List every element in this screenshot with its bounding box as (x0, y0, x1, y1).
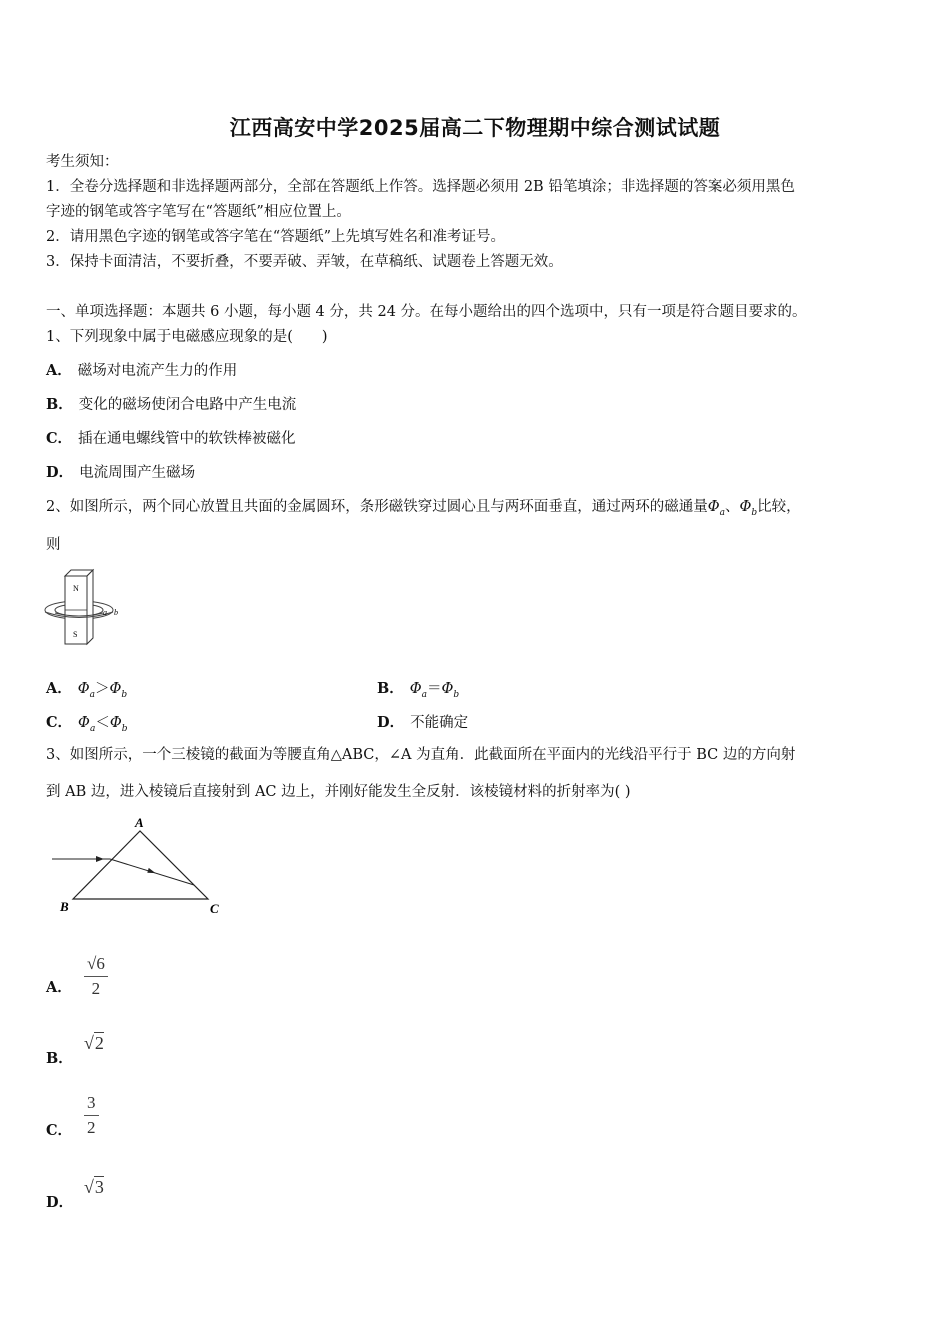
q3-option-d-value: √3 (84, 1177, 104, 1197)
q3-option-a-value: $\frac{√6}{2}$ (84, 954, 108, 999)
refracted-arrow (147, 868, 156, 875)
label-s: S (73, 630, 78, 639)
q3-option-b-value: √2 (84, 1033, 104, 1053)
q2-option-c: C． $\Phi_a<\Phi_b$ (46, 714, 128, 734)
prism-triangle (73, 831, 208, 899)
q3-option-d-label: D． (46, 1194, 74, 1211)
q1-stem: 1、下列现象中属于电磁感应现象的是( ) (46, 329, 328, 345)
q2-stem: 2、如图所示，两个同心放置且共面的金属圆环，条形磁铁穿过圆心且与两环面垂直，通过两环的磁通量$\Phi_a$、$\Phi_b$比较， (46, 499, 801, 518)
q3-option-a-label: A． (46, 979, 72, 996)
q3-option-b-label: B． (46, 1050, 73, 1067)
q3-stem-line1: 3、如图所示，一个三棱镜的截面为等腰直角△ABC，∠A 为直角．此截面所在平面内的光线沿平行于 BC 边的方向射 (46, 747, 796, 763)
q3-option-c-label: C． (46, 1122, 73, 1139)
magnet-side-face (87, 570, 93, 644)
q3-option-c-value: $\frac{3}{2}$ (84, 1093, 99, 1138)
label-ring-a: a (103, 608, 107, 617)
q1-option-a: A． 磁场对电流产生力的作用 (46, 362, 238, 379)
q2-option-a: A． $\Phi_a>\Phi_b$ (46, 680, 128, 700)
q1-option-d: D． 电流周围产生磁场 (46, 464, 196, 481)
q2-stem-line2: 则 (46, 537, 61, 553)
vertex-a-label: A (135, 815, 144, 830)
vertex-b-label: B (60, 899, 69, 914)
page-title: 江西高安中学2025届高二下物理期中综合测试试题 (229, 116, 721, 140)
magnet-rings-figure (42, 566, 132, 648)
notice-line-1a: 1．全卷分选择题和非选择题两部分，全部在答题纸上作答。选择题必须用 2B 铅笔填涂；非选择题的答案必须用黑色 (46, 179, 795, 195)
notice-line-1b: 字迹的钢笔或答字笔写在“答题纸”相应位置上。 (46, 204, 351, 220)
q3-stem-line2: 到 AB 边，进入棱镜后直接射到 AC 边上，并刚好能发生全反射．该棱镜材料的折射率为( ) (46, 784, 631, 800)
label-ring-b: b (114, 608, 118, 617)
notice-line-2: 2．请用黑色字迹的钢笔或答字笔在“答题纸”上先填写姓名和准考证号。 (46, 229, 506, 245)
notice-heading: 考生须知： (46, 154, 119, 170)
q1-option-b: B． 变化的磁场使闭合电路中产生电流 (46, 396, 297, 413)
incident-arrow (96, 856, 104, 862)
vertex-c-label: C (210, 901, 219, 916)
q2-option-b: B． $\Phi_a=\Phi_b$ (377, 680, 460, 700)
prism-figure (48, 812, 228, 920)
label-n: N (73, 584, 79, 593)
q1-option-c: C． 插在通电螺线管中的软铁棒被磁化 (46, 430, 296, 447)
section-heading: 一、单项选择题：本题共 6 小题，每小题 4 分，共 24 分。在每小题给出的四个选项中，只有一项是符合题目要求的。 (46, 304, 807, 320)
q2-option-d: D． 不能确定 (377, 714, 469, 731)
notice-line-3: 3．保持卡面清洁，不要折叠，不要弄破、弄皱，在草稿纸、试题卷上答题无效。 (46, 254, 563, 270)
